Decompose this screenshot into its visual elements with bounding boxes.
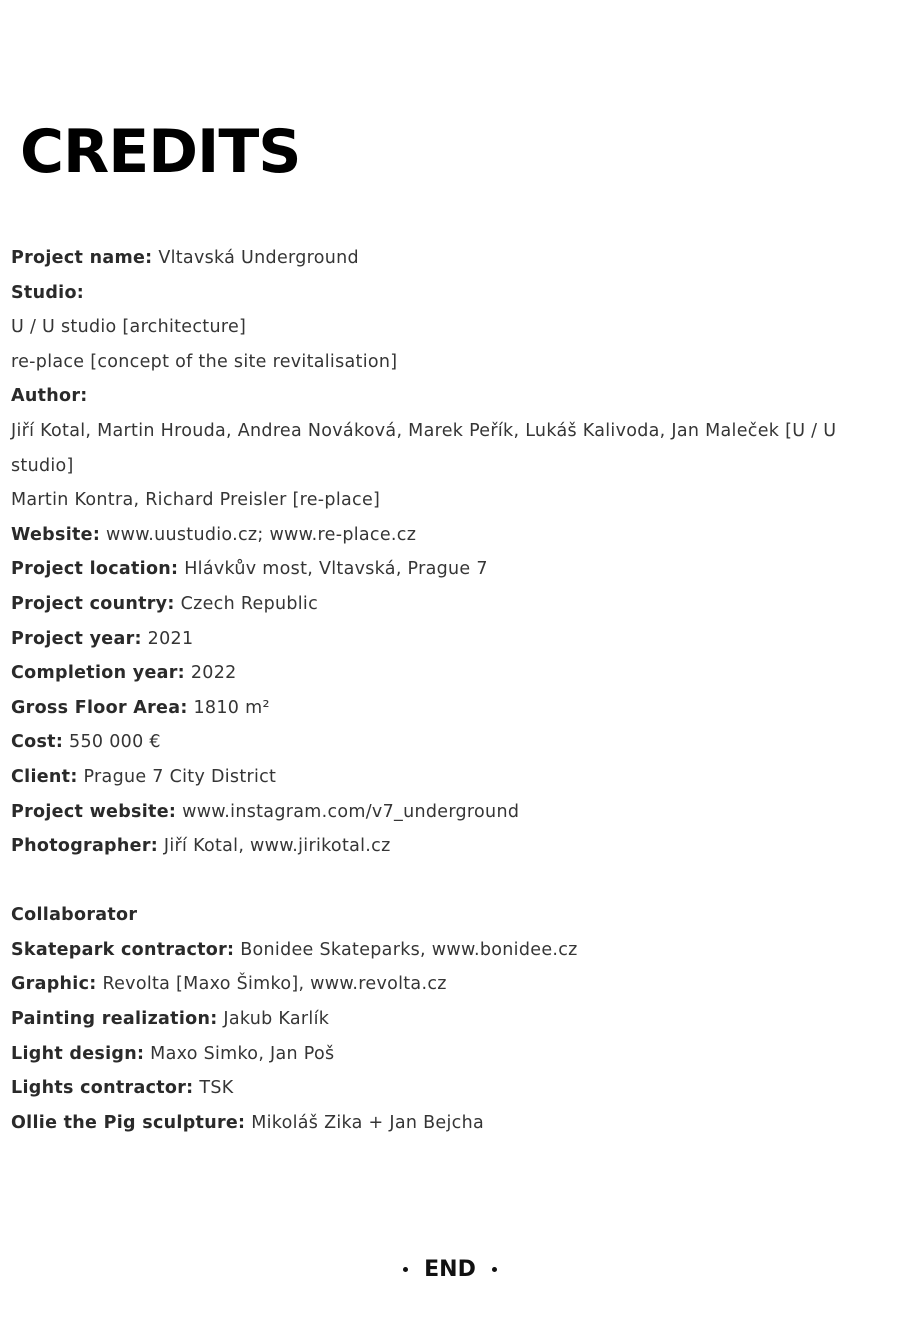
credit-value: Hlávkův most, Vltavská, Prague 7 — [184, 559, 488, 580]
bullet-dot-icon — [403, 1267, 408, 1272]
credit-project-name — [11, 241, 891, 276]
credit-value: 2022 — [190, 663, 237, 684]
credit-label: Light design: — [11, 1043, 145, 1064]
credit-label: Project location: — [11, 559, 179, 580]
credit-value: Bonidee Skateparks, www.bonidee.cz — [240, 939, 578, 960]
credit-gross-floor-area — [11, 691, 891, 726]
credit-value: Maxo Simko, Jan Poš — [150, 1043, 335, 1064]
end-label: END — [424, 1257, 476, 1282]
page-title: CREDITS — [20, 117, 301, 187]
credit-value: Prague 7 City District — [83, 766, 277, 787]
collaborator-heading: Collaborator — [11, 905, 138, 926]
bullet-dot-icon — [492, 1267, 497, 1272]
credit-value: www.instagram.com/v7_underground — [182, 801, 520, 822]
credit-value: 2021 — [147, 628, 194, 649]
credit-label: Project year: — [11, 628, 142, 649]
credit-label: Client: — [11, 766, 78, 787]
credit-label: Skatepark contractor: — [11, 939, 235, 960]
credit-value: Vltavská Underground — [158, 248, 359, 268]
credit-value: 550 000 € — [69, 732, 161, 753]
credit-label: Lights contractor: — [11, 1078, 194, 1099]
credit-value: Jiří Kotal, www.jirikotal.cz — [163, 836, 391, 857]
credit-label: Project country: — [11, 593, 175, 614]
credit-label: Gross Floor Area: — [11, 697, 188, 718]
collaborator-sculpture — [11, 1106, 891, 1141]
credit-value: TSK — [199, 1078, 234, 1099]
credit-label: Painting realization: — [11, 1009, 218, 1030]
credit-cost — [11, 725, 891, 760]
credit-author-line: Jiří Kotal, Martin Hrouda, Andrea Nováková, Marek Peřík, Lukáš Kalivoda, Jan Maleček [U / U studio] — [11, 420, 837, 476]
credit-label: Graphic: — [11, 974, 97, 995]
end-marker — [0, 1252, 900, 1288]
credit-label: Photographer: — [11, 836, 159, 857]
credit-studio-line: U / U studio [architecture] — [11, 317, 247, 338]
credit-studio-line: re-place [concept of the site revitalisation] — [11, 351, 398, 372]
collaborator-skatepark-contractor — [11, 933, 891, 968]
credit-label: Author: — [11, 386, 88, 407]
credit-project-year — [11, 622, 891, 657]
credit-value: www.uustudio.cz; www.re-place.cz — [106, 524, 417, 545]
credit-website — [11, 518, 891, 553]
credit-label: Studio: — [11, 282, 85, 303]
credit-value: Mikoláš Zika + Jan Bejcha — [251, 1112, 484, 1133]
credits-list — [11, 241, 891, 1140]
credit-author — [11, 379, 891, 414]
credit-label: Completion year: — [11, 663, 185, 684]
credit-author-line: Martin Kontra, Richard Preisler [re-place] — [11, 490, 381, 511]
credit-label: Website: — [11, 524, 101, 545]
credit-value: Revolta [Maxo Šimko], www.revolta.cz — [102, 974, 447, 995]
collaborator-graphic — [11, 967, 891, 1002]
spacer — [11, 864, 891, 899]
credit-label: Cost: — [11, 732, 64, 753]
credit-value: 1810 m² — [193, 697, 270, 718]
credit-completion-year — [11, 656, 891, 691]
credit-project-country — [11, 587, 891, 622]
collaborator-lights-contractor — [11, 1071, 891, 1106]
collaborator-light-design — [11, 1037, 891, 1072]
credit-project-website — [11, 795, 891, 830]
credit-photographer — [11, 829, 891, 864]
credit-project-location — [11, 552, 891, 587]
collaborator-painting-realization — [11, 1002, 891, 1037]
credit-studio — [11, 276, 891, 311]
credit-value: Jakub Karlík — [223, 1009, 330, 1030]
credit-label: Project website: — [11, 801, 177, 822]
credit-value: Czech Republic — [180, 593, 319, 614]
credit-label: Ollie the Pig sculpture: — [11, 1112, 246, 1133]
credit-client — [11, 760, 891, 795]
credit-label: Project name: — [11, 248, 153, 268]
